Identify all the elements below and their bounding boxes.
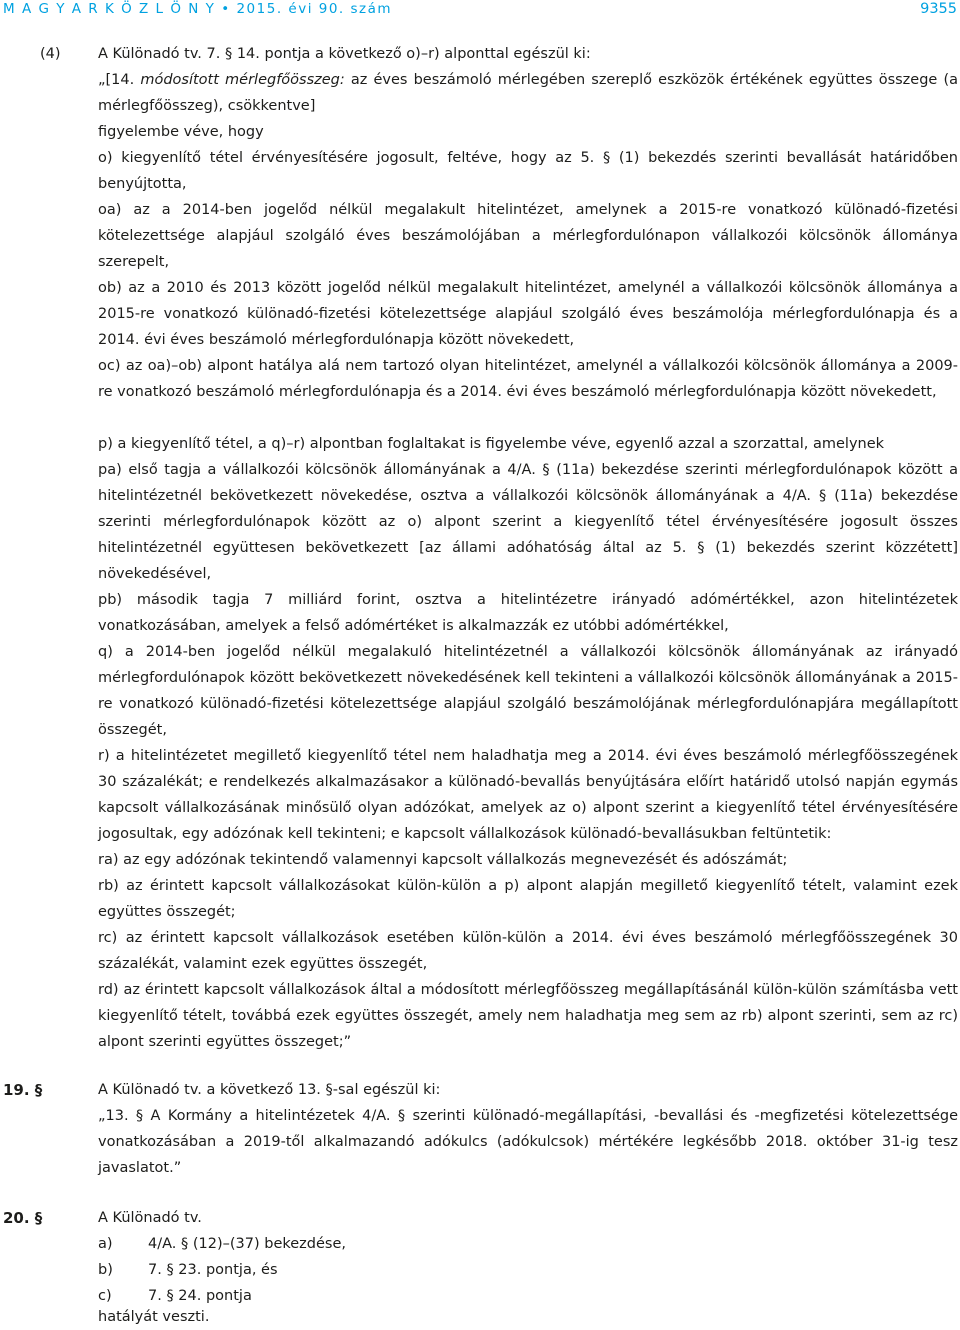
paragraph-rb: rb) az érintett kapcsolt vállalkozásokat külön-külön a p) alpont alapján megillető kiegyenlítő tételt, valamint ezek együttes összegét;: [98, 878, 958, 920]
definition-term: módosított mérlegfőösszeg:: [140, 72, 345, 88]
section-20-intro: A Különadó tv.: [98, 1210, 202, 1226]
paragraph-ob: ob) az a 2010 és 2013 között jogelőd nélkül megalakult hitelintézet, amelynél a vállalkozói kölcsönök állománya a 2015-re vonatkozó különadó-fizetési kötelezettsége alapjául szolgáló éves beszámolója mérlegfordulónapja és a 2014. évi éves beszámoló mérlegfordulónapja között növekedett,: [98, 280, 958, 348]
paragraph-pa: pa) első tagja a vállalkozói kölcsönök állományának a 4/A. § (11a) bekezdése szerinti mérlegfordulónapok között a hitelintézetnél bekövetkezett növekedése, osztva a vállalkozói kölcsönök állományának a 4/A. § (11a) bekezdése szerinti mérlegfordulónapok között az o) alpont szerint a kiegyenlítő tétel érvényesítésére jogosult összes hitelintézetnél együttesen bekövetkezett [az állami adóhatóság által az 5. § (1) bekezdés szerint közzétett] növekedésével,: [98, 462, 958, 582]
list-item-text: 7. § 23. pontja, és: [148, 1262, 278, 1278]
section-19-intro: A Különadó tv. a következő 13. §-sal egészül ki:: [98, 1082, 441, 1098]
list-item-label: b): [98, 1262, 113, 1278]
paragraph-rd: rd) az érintett kapcsolt vállalkozások által a módosított mérlegfőösszeg megállapításánál külön-külön számításba vett kiegyenlítő tételt, továbbá ezek együttes összegét, amely nem haladhatja meg sem az rb) alpont szerinti, sem az rc) alpont szerinti együttes összeget;”: [98, 982, 958, 1050]
section-20-outro: hatályát veszti.: [98, 1309, 210, 1325]
paragraph-pb: pb) második tagja 7 milliárd forint, osztva a hitelintézetre irányadó adómértékkel, azon hitelintézetek vonatkozásában, amelyek a felső adómértéket is alkalmazzák ez utóbbi adómértékkel,: [98, 592, 958, 634]
definition-paragraph: [98, 67, 958, 119]
paragraph-p: p) a kiegyenlítő tétel, a q)–r) alpontban foglaltakat is figyelembe véve, egyenlő azzal a szorzattal, amelynek: [98, 436, 885, 452]
paragraph-o: o) kiegyenlítő tétel érvényesítésére jogosult, feltéve, hogy az 5. § (1) bekezdés szerinti bevallását határidőben benyújtotta,: [98, 150, 958, 192]
list-item-label: c): [98, 1288, 112, 1304]
item-number: (4): [40, 46, 61, 62]
list-item-text: 7. § 24. pontja: [148, 1288, 252, 1304]
list-item-text: 4/A. § (12)–(37) bekezdése,: [148, 1236, 346, 1252]
definition-rest: az éves beszámoló mérlegében szereplő eszközök értékének együttes összege (a mérlegfőösszeg), csökkentve]: [98, 72, 958, 114]
paragraph-r: r) a hitelintézetet megillető kiegyenlítő tétel nem haladhatja meg a 2014. évi éves beszámoló mérlegfőösszegének 30 százalékát; e rendelkezés alkalmazásakor a különadó-bevallás benyújtására előírt határidő utolsó napján egymás kapcsolt vállalkozásának minősülő olyan adózókat, amelyek az o) alpont szerint a kiegyenlítő tétel érvényesítésére jogosultak, egy adózónak kell tekinteni; e kapcsolt vállalkozások különadó-bevallásukban feltüntetik:: [98, 748, 958, 842]
paragraph-oa: oa) az a 2014-ben jogelőd nélkül megalakult hitelintézet, amelynek a 2015-re vonatkozó különadó-fizetési kötelezettsége alapjául szolgáló éves beszámolójában a mérlegfordulónapon vállalkozói kölcsönök állománya szerepelt,: [98, 202, 958, 270]
paragraph-rc: rc) az érintett kapcsolt vállalkozások esetében külön-külön a 2014. évi éves beszámoló mérlegfőösszegének 30 százalékát, valamint ezek együttes összegét,: [98, 930, 958, 972]
page-header: [0, 0, 960, 20]
journal-title: M A G Y A R K Ö Z L Ö N Y • 2015. évi 90. szám: [3, 1, 393, 17]
list-item-label: a): [98, 1236, 113, 1252]
line-figyelembe: figyelembe véve, hogy: [98, 124, 264, 140]
section-19-number: 19. §: [3, 1081, 43, 1099]
definition-open: „[14.: [98, 72, 141, 88]
item-intro: A Különadó tv. 7. § 14. pontja a következő o)–r) alponttal egészül ki:: [98, 46, 591, 62]
page-number: 9355: [920, 1, 957, 17]
paragraph-ra: ra) az egy adózónak tekintendő valamennyi kapcsolt vállalkozás megnevezését és adószámát;: [98, 852, 788, 868]
paragraph-oc: oc) az oa)–ob) alpont hatálya alá nem tartozó olyan hitelintézet, amelynél a vállalkozói kölcsönök állománya a 2009-re vonatkozó beszámoló mérlegfordulónapja és a 2014. évi éves beszámoló mérlegfordulónapja között növekedett,: [98, 358, 958, 400]
section-20-number: 20. §: [3, 1209, 43, 1227]
paragraph-q: q) a 2014-ben jogelőd nélkül megalakuló hitelintézetnél a vállalkozói kölcsönök állományának az irányadó mérlegfordulónapok között bekövetkezett növekedésének kell tekinteni a vállalkozói kölcsönök állományának a 2015-re vonatkozó különadó-fizetési kötelezettsége alapjául szolgáló beszámolójának mérlegfordulónapjára megállapított összegét,: [98, 644, 958, 738]
section-19-text: „13. § A Kormány a hitelintézetek 4/A. § szerinti különadó-megállapítási, -bevallási és -megfizetési kötelezettsége vonatkozásában a 2019-től alkalmazandó adókulcs (adókulcsok) mértékére legkésőbb 2018. október 31-ig tesz javaslatot.”: [98, 1108, 958, 1176]
